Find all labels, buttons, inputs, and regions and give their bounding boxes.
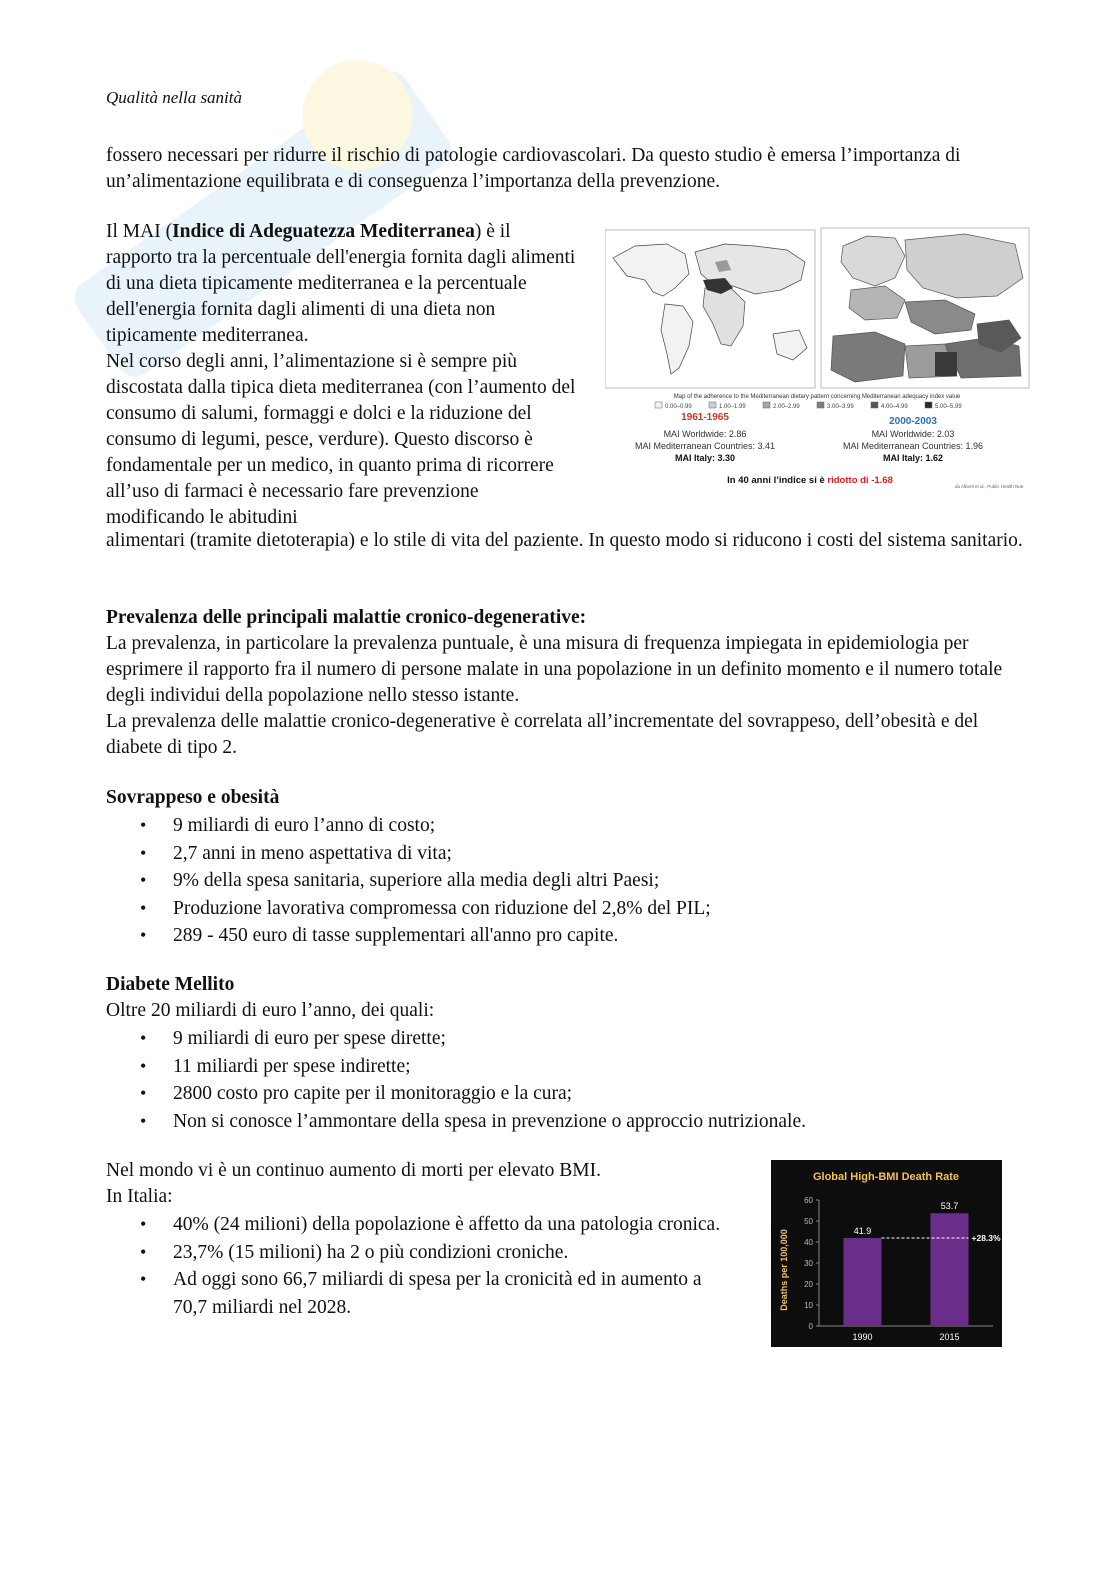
world-map (605, 230, 815, 388)
list-item: • 23,7% (15 milioni) ha 2 o più condizioni croniche. (106, 1239, 726, 1267)
diabetes-intro: Oltre 20 miliardi di euro l’anno, dei quali: (106, 1000, 435, 1021)
chart-title: Global High-BMI Death Rate (812, 1171, 960, 1183)
list-item: • 289 - 450 euro di tasse supplementari all'anno pro capite. (106, 922, 1006, 950)
mai-continuation: alimentari (tramite dietoterapia) e lo stile di vita del paziente. In questo modo si riducono i costi del sistema sanitario. (106, 530, 1023, 551)
right-mediterranean: MAI Mediterranean Countries: 1.96 (842, 441, 984, 451)
list-item: • Non si conosce l’ammontare della spesa in prevenzione o approccio nutrizionale. (106, 1108, 1006, 1136)
chart-x-tick-label: 2015 (939, 1332, 960, 1342)
legend-item: 0.00–0.99 (665, 404, 692, 410)
mai-prefix: Il MAI ( (106, 221, 173, 242)
legend-item: 2.00–2.99 (773, 404, 800, 410)
italy-list (106, 1211, 726, 1321)
left-worldwide: MAI Worldwide: 2.86 (663, 429, 747, 439)
obesity-heading: Sovrappeso e obesità (106, 787, 280, 808)
legend-item: 5.00–5.99 (935, 404, 962, 410)
list-item: • 9 miliardi di euro l’anno di costo; (106, 812, 1006, 840)
map-legend (655, 402, 962, 410)
mai-bold-term: Indice di Adeguatezza Mediterranea (172, 221, 475, 242)
chart-y-axis-label: Deaths per 100,000 (779, 1229, 789, 1311)
right-worldwide: MAI Worldwide: 2.03 (871, 429, 955, 439)
list-item: • 2800 costo pro capite per il monitoraggio e la cura; (106, 1080, 1006, 1108)
right-period: 2000-2003 (889, 416, 937, 427)
mai-suffix: ) è il rapporto tra la percentuale dell'energia fornita dagli alimenti di una dieta tipicamente mediterranea e la percentuale dell'energia fornita dagli alimenti di una dieta non tipicamente mediterranea. (106, 221, 576, 346)
list-item: • 40% (24 milioni) della popolazione è affetto da una patologia cronica. (106, 1211, 726, 1239)
prevalence-paragraph (106, 631, 1006, 761)
prevalence-text-2: La prevalenza delle malattie cronico-degenerative è correlata all’incrementate del sovrappeso, dell’obesità e del diabete di tipo 2. (106, 711, 979, 758)
obesity-list (106, 812, 1006, 950)
chart-x-tick-label: 1990 (852, 1332, 873, 1342)
chart-y-tick-label: 20 (804, 1280, 813, 1289)
map-caption: Map of the adherence to the Mediterranean dietary pattern concerning Mediterranean adequacy index value (673, 394, 961, 400)
bmi-line-2: In Italia: (106, 1186, 173, 1207)
diabetes-heading: Diabete Mellito (106, 974, 235, 995)
mai-paragraph (106, 219, 581, 531)
legend-item: 3.00–3.99 (827, 404, 854, 410)
chart-bar (931, 1213, 969, 1326)
left-period: 1961-1965 (681, 412, 729, 423)
map-footer-red: ridotto di -1.68 (827, 475, 893, 486)
map-footer-prefix: In 40 anni l’indice si è (727, 475, 828, 486)
bmi-paragraph (106, 1158, 726, 1210)
map-footer (727, 475, 893, 486)
chart-value-label: 41.9 (853, 1226, 872, 1237)
mai-map-figure (605, 226, 1030, 494)
diabetes-list (106, 1025, 1006, 1135)
map-source: da Alberti et al., Public Health Nutr. (955, 484, 1025, 489)
chart-y-tick-label: 10 (804, 1301, 813, 1310)
chart-annotation: +28.3% (971, 1233, 1001, 1244)
chart-y-tick-label: 30 (804, 1259, 813, 1268)
intro-paragraph: fossero necessari per ridurre il rischio di patologie cardiovascolari. Da questo studio è emersa l’importanza di un’alimentazione equilibrata e di conseguenza l’importanza della prevenzione. (106, 145, 961, 192)
page-header: Qualità nella sanità (106, 88, 242, 107)
left-italy: MAI Italy: 3.30 (674, 453, 736, 463)
prevalence-text-1: La prevalenza, in particolare la prevalenza puntuale, è una misura di frequenza impiegata in epidemiologia per esprimere il rapporto fra il numero di persone malate in una popolazione in un definito momento e il numero totale degli individui della popolazione nello stesso istante. (106, 633, 1003, 706)
europe-map (821, 228, 1029, 388)
chart-y-tick-label: 60 (804, 1196, 813, 1205)
prevalence-heading: Prevalenza delle principali malattie cronico-degenerative: (106, 607, 587, 628)
list-item: • 9 miliardi di euro per spese dirette; (106, 1025, 1006, 1053)
list-item: • 2,7 anni in meno aspettativa di vita; (106, 840, 1006, 868)
chart-y-tick-label: 0 (808, 1322, 813, 1331)
chart-y-tick-label: 50 (804, 1217, 813, 1226)
legend-item: 1.00–1.99 (719, 404, 746, 410)
right-italy: MAI Italy: 1.62 (882, 453, 944, 463)
bmi-line-1: Nel mondo vi è un continuo aumento di morti per elevato BMI. (106, 1160, 601, 1181)
list-item: • 9% della spesa sanitaria, superiore alla media degli altri Paesi; (106, 867, 1006, 895)
chart-bar (844, 1238, 882, 1326)
left-mediterranean: MAI Mediterranean Countries: 3.41 (634, 441, 776, 451)
bmi-death-rate-chart (771, 1160, 1002, 1347)
mai-second-paragraph: Nel corso degli anni, l’alimentazione si è sempre più discostata dalla tipica dieta mediterranea (con l’aumento del consumo di salumi, formaggi e dolci e la riduzione del consumo di legumi, pesce, verdure). Questo discorso è fondamentale per un medico, in quanto prima di ricorrere all’uso di farmaci è necessario fare prevenzione modificando le abitudini (106, 351, 576, 528)
legend-item: 4.00–4.99 (881, 404, 908, 410)
list-item: • Ad oggi sono 66,7 miliardi di spesa per la cronicità ed in aumento a 70,7 miliardi nel 2028. (106, 1266, 726, 1321)
chart-value-label: 53.7 (940, 1201, 959, 1212)
list-item: • 11 miliardi per spese indirette; (106, 1053, 1006, 1081)
list-item: • Produzione lavorativa compromessa con riduzione del 2,8% del PIL; (106, 895, 1006, 923)
chart-y-tick-label: 40 (804, 1238, 813, 1247)
